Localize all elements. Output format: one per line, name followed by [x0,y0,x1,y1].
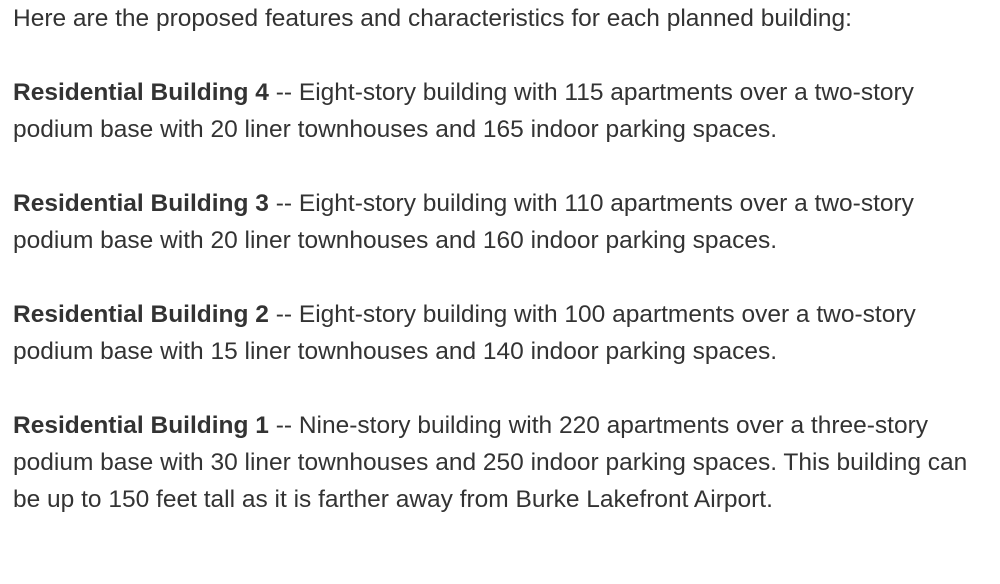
building-paragraph [13,74,993,148]
building-description: -- Nine-story building with 220 apartments over a three-story podium base with 30 liner townhouses and 250 indoor parking spaces. This building can be up to 150 feet tall as it is farther away from Burke Lakefront Airport. [13,412,968,513]
building-name: Residential Building 4 [13,79,269,106]
building-paragraph [13,407,993,518]
building-paragraph [13,185,993,259]
intro-text: Here are the proposed features and characteristics for each planned building: [13,5,852,32]
article-body [13,0,993,518]
building-description: -- Eight-story building with 110 apartments over a two-story podium base with 20 liner townhouses and 160 indoor parking spaces. [13,190,914,254]
building-name: Residential Building 1 [13,412,269,439]
building-name: Residential Building 2 [13,301,269,328]
building-description: -- Eight-story building with 100 apartments over a two-story podium base with 15 liner townhouses and 140 indoor parking spaces. [13,301,916,365]
building-paragraph [13,296,993,370]
building-name: Residential Building 3 [13,190,269,217]
building-description: -- Eight-story building with 115 apartments over a two-story podium base with 20 liner townhouses and 165 indoor parking spaces. [13,79,914,143]
